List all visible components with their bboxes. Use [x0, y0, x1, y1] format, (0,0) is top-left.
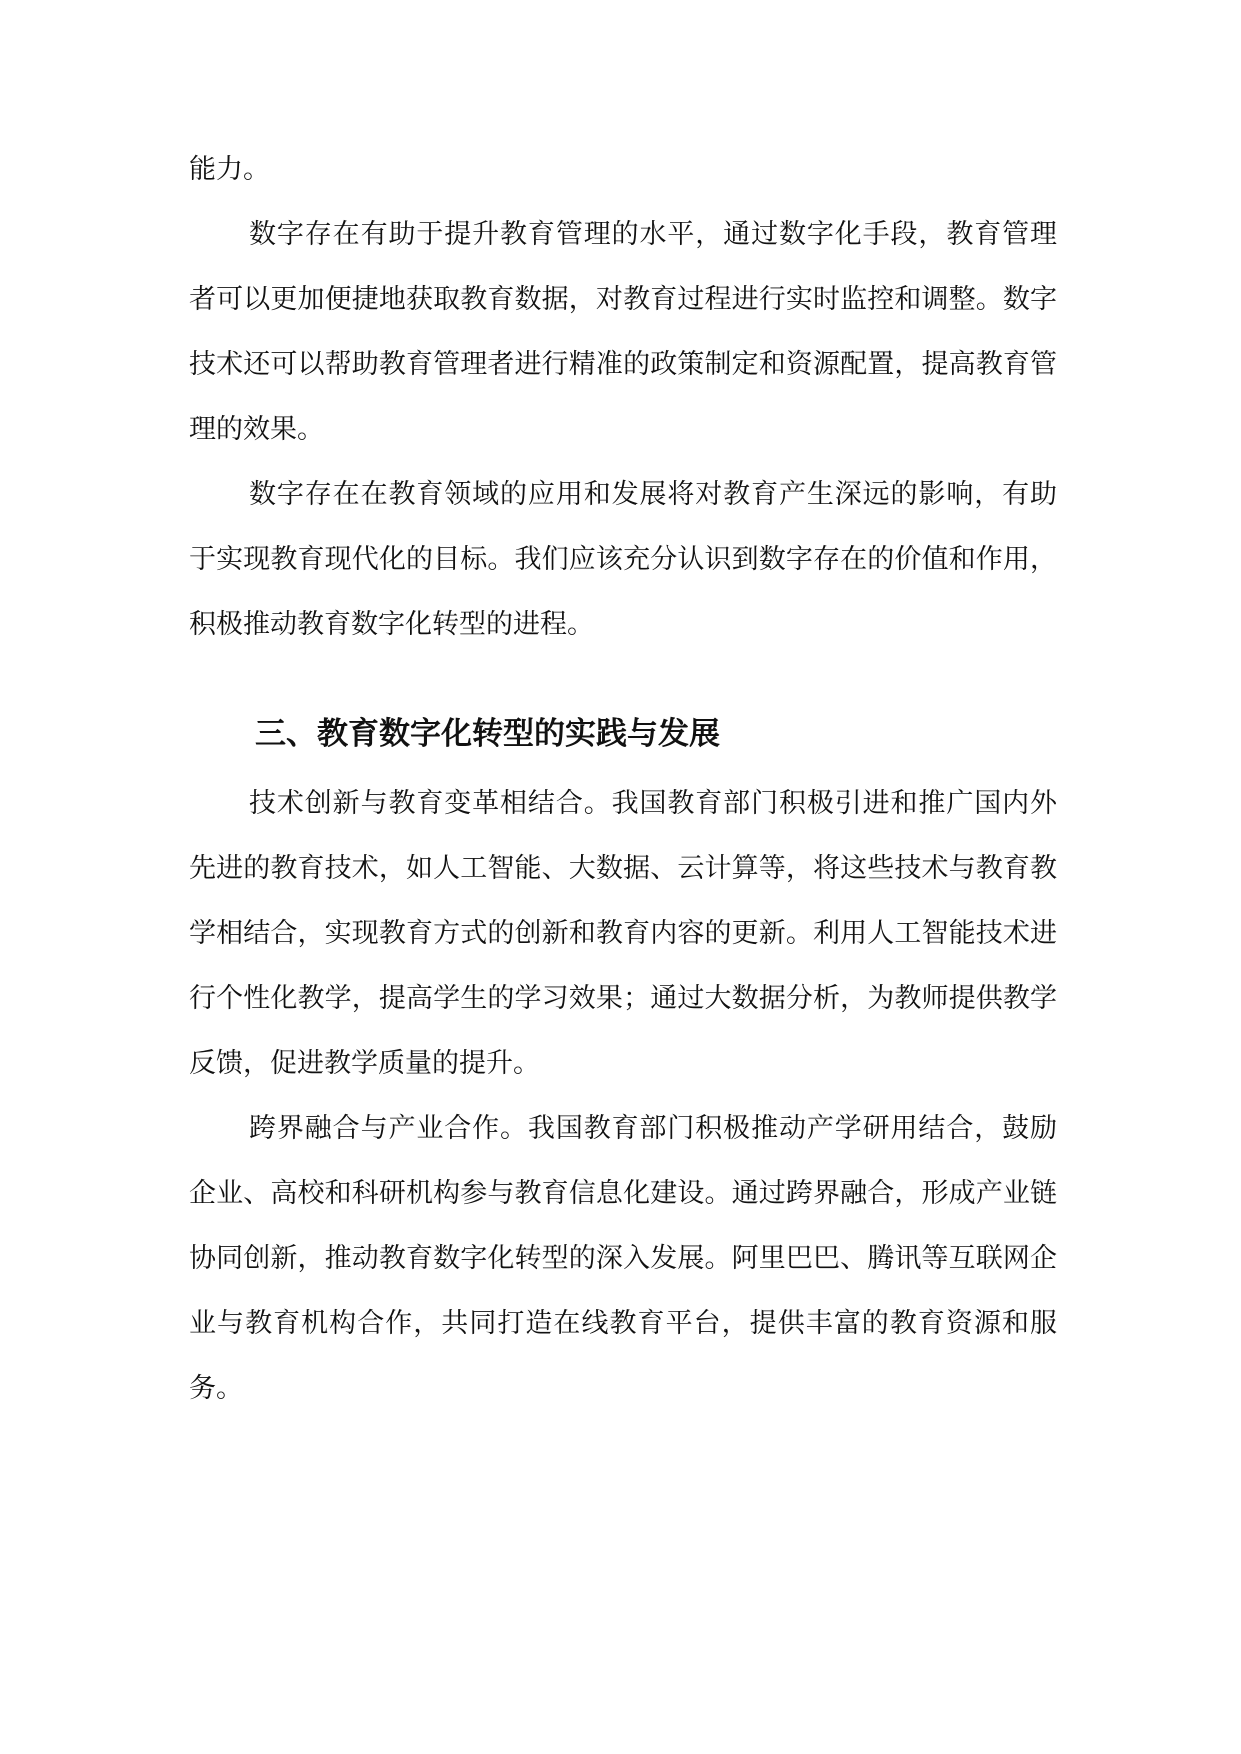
paragraph-technology-innovation: 技术创新与教育变革相结合。我国教育部门积极引进和推广国内外先进的教育技术，如人工智能、大数据、云计算等，将这些技术与教育教学相结合，实现教育方式的创新和教育内容的更新。利用人工智能技术进行个性化教学，提高学生的学习效果；通过大数据分析，为教师提供教学反馈，促进教学质量的提升。 [189, 788, 1057, 1079]
paragraph-education-management: 数字存在有助于提升教育管理的水平，通过数字化手段，教育管理者可以更加便捷地获取教育数据，对教育过程进行实时监控和调整。数字技术还可以帮助教育管理者进行精准的政策制定和资源配置，提高教育管理的效果。 [189, 219, 1057, 445]
document-body [189, 137, 1057, 1421]
paragraph-industry-cooperation: 跨界融合与产业合作。我国教育部门积极推动产学研用结合，鼓励企业、高校和科研机构参与教育信息化建设。通过跨界融合，形成产业链协同创新，推动教育数字化转型的深入发展。阿里巴巴、腾讯等互联网企业与教育机构合作，共同打造在线教育平台，提供丰富的教育资源和服务。 [189, 1113, 1057, 1404]
paragraph-continuation: 能力。 [189, 154, 270, 185]
paragraph-digital-existence-impact: 数字存在在教育领域的应用和发展将对教育产生深远的影响，有助于实现教育现代化的目标。我们应该充分认识到数字存在的价值和作用，积极推动教育数字化转型的进程。 [189, 479, 1057, 640]
section-heading: 三、教育数字化转型的实践与发展 [255, 716, 720, 752]
